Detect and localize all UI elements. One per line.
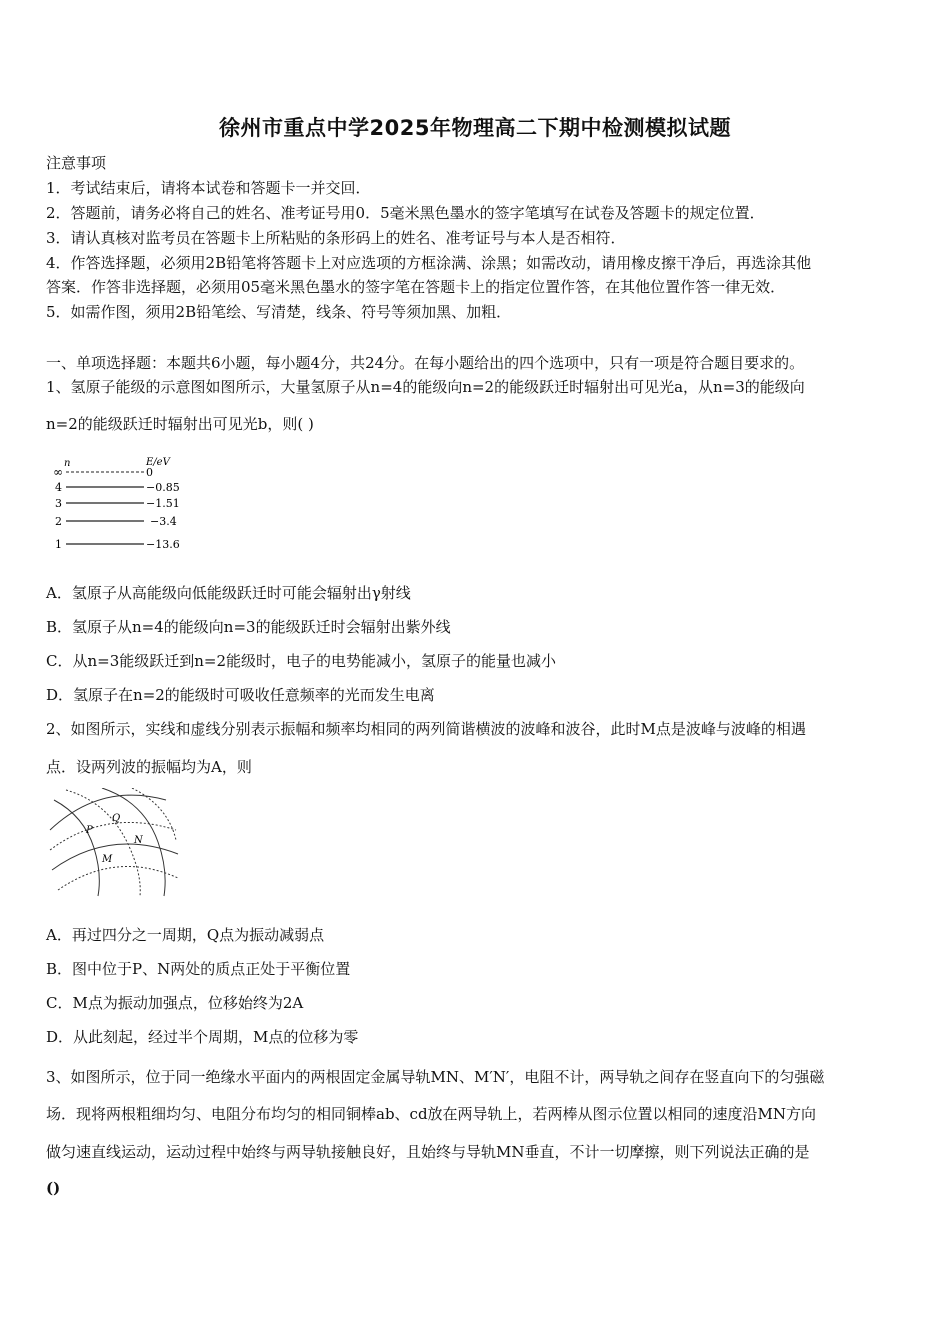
point-q: Q <box>112 813 121 824</box>
point-p: P <box>86 825 93 836</box>
level-n: 4 <box>55 481 62 494</box>
page-title: 徐州市重点中学2025年物理高二下期中检测模拟试题 <box>219 116 731 140</box>
q1-option-a: A．氢原子从高能级向低能级跃迁时可能会辐射出γ射线 <box>46 584 411 602</box>
q2-stem: 2、如图所示，实线和虚线分别表示振幅和频率均相同的两列简谐横波的波峰和波谷，此时M点是波峰与波峰的相遇 <box>46 720 806 738</box>
section-heading: 一、单项选择题：本题共6小题，每小题4分，共24分。在每小题给出的四个选项中，只有一项是符合题目要求的。 <box>46 354 805 372</box>
q1-option-b: B．氢原子从n=4的能级向n=3的能级跃迁时会辐射出紫外线 <box>46 618 451 636</box>
q2-option-b: B．图中位于P、N两处的质点正处于平衡位置 <box>46 960 351 978</box>
level-energy: 0 <box>146 466 153 479</box>
notice-item: 3．请认真核对监考员在答题卡上所粘贴的条形码上的姓名、准考证号与本人是否相符． <box>46 229 626 247</box>
notice-heading: 注意事项 <box>46 154 107 172</box>
level-3 <box>55 497 180 510</box>
notice-item: 5．如需作图，须用2B铅笔绘、写清楚，线条、符号等须加黑、加粗． <box>46 303 512 321</box>
level-energy: −3.4 <box>150 515 177 528</box>
q3-stem: 场．现将两根粗细均匀、电阻分布均匀的相同铜棒ab、cd放在两导轨上，若两棒从图示位置以相同的速度沿MN方向 <box>46 1105 817 1123</box>
level-n: ∞ <box>53 465 63 479</box>
q2-option-d: D．从此刻起，经过半个周期，M点的位移为零 <box>46 1028 359 1046</box>
level-1 <box>55 538 180 551</box>
notice-item: 4．作答选择题，必须用2B铅笔将答题卡上对应选项的方框涂满、涂黑；如需改动，请用橡皮擦干净后，再选涂其他 <box>46 254 812 272</box>
level-n: 1 <box>55 538 62 551</box>
q2-stem: 点．设两列波的振幅均为A，则 <box>46 758 252 776</box>
point-m: M <box>102 854 113 865</box>
level-energy: −0.85 <box>146 481 180 494</box>
q1-option-d: D．氢原子在n=2的能级时可吸收任意频率的光而发生电离 <box>46 686 435 704</box>
q2-option-c: C．M点为振动加强点，位移始终为2A <box>46 994 304 1012</box>
notice-item: 2．答题前，请务必将自己的姓名、准考证号用0．5毫米黑色墨水的签字笔填写在试卷及答题卡的规定位置． <box>46 204 765 222</box>
energy-level-diagram <box>50 452 200 552</box>
n-axis-label: n <box>64 458 71 469</box>
q1-option-c: C．从n=3能级跃迁到n=2能级时，电子的电势能减小，氢原子的能量也减小 <box>46 652 557 670</box>
level-n: 2 <box>55 515 62 528</box>
level-n: 3 <box>55 497 62 510</box>
notice-item: 答案．作答非选择题，必须用05毫米黑色墨水的签字笔在答题卡上的指定位置作答，在其他位置作答一律无效． <box>46 278 786 296</box>
q3-stem: 3、如图所示，位于同一绝缘水平面内的两根固定金属导轨MN、M′N′，电阻不计，两导轨之间存在竖直向下的匀强磁 <box>46 1068 825 1086</box>
point-n: N <box>134 835 143 846</box>
notice-item: 1．考试结束后，请将本试卷和答题卡一并交回． <box>46 179 371 197</box>
energy-axis-label: E/eV <box>146 457 170 468</box>
q2-option-a: A．再过四分之一周期，Q点为振动减弱点 <box>46 926 325 944</box>
q1-stem: 1、氢原子能级的示意图如图所示，大量氢原子从n=4的能级向n=2的能级跃迁时辐射出可见光a，从n=3的能级向 <box>46 378 805 396</box>
q3-stem: 做匀速直线运动，运动过程中始终与两导轨接触良好，且始终与导轨MN垂直，不计一切摩擦，则下列说法正确的是 <box>46 1143 810 1161</box>
level-energy: −13.6 <box>146 538 180 551</box>
level-2 <box>55 515 177 528</box>
q3-stem: () <box>46 1179 61 1197</box>
level-energy: −1.51 <box>146 497 180 510</box>
level-4 <box>55 481 180 494</box>
wave-interference-diagram <box>46 788 180 898</box>
q1-stem: n=2的能级跃迁时辐射出可见光b，则( ) <box>46 415 314 433</box>
